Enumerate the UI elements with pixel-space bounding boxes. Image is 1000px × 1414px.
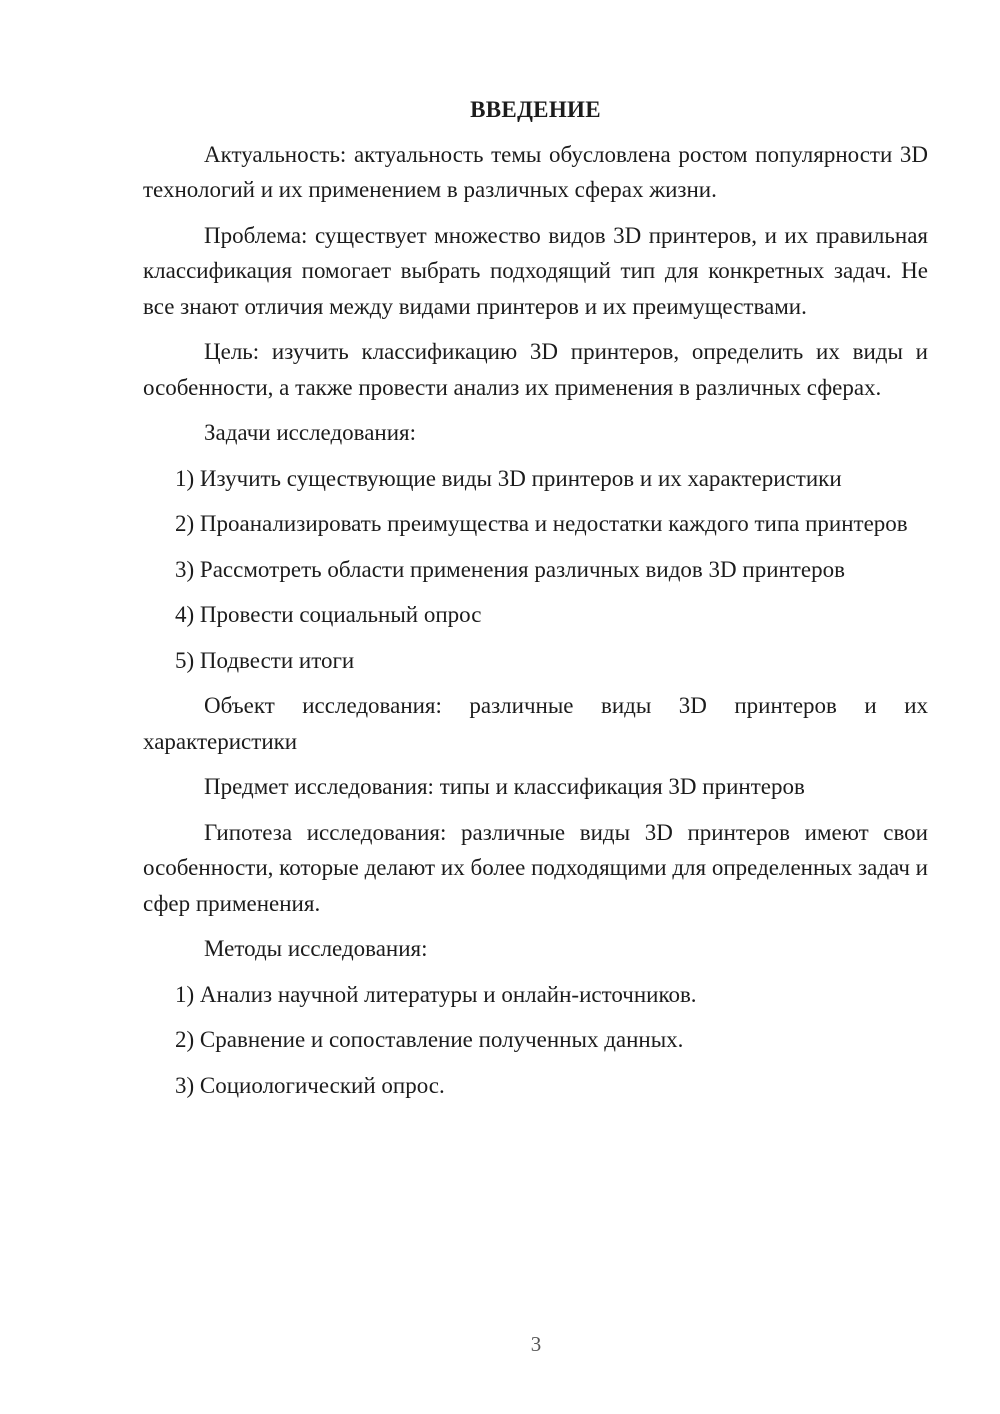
hypothesis-paragraph: Гипотеза исследования: различные виды 3D принтеров имеют свои особенности, которые делают их более подходящими для определенных задач и сфер применения. (143, 819, 928, 916)
object-paragraph: Объект исследования: различные виды 3D принтеров и их характеристики (143, 693, 928, 754)
methods-heading: Методы исследования: (204, 936, 428, 961)
goal-paragraph: Цель: изучить классификацию 3D принтеров, определить их виды и особенности, а также провести анализ их применения в различных сферах. (143, 339, 928, 400)
task-item-5: 5) Подвести итоги (175, 647, 355, 673)
problem-paragraph: Проблема: существует множество видов 3D принтеров, и их правильная классификация помогает выбрать подходящий тип для конкретных задач. Не все знают отличия между видами принтеров и их преимуществами. (143, 222, 928, 319)
method-item-3: 3) Социологический опрос. (175, 1072, 445, 1098)
task-item-3: 3) Рассмотреть области применения различных видов 3D принтеров (175, 556, 845, 582)
page-title: ВВЕДЕНИЕ (470, 97, 601, 122)
subject-paragraph: Предмет исследования: типы и классификация 3D принтеров (204, 774, 805, 799)
method-item-1: 1) Анализ научной литературы и онлайн-источников. (175, 981, 697, 1007)
relevance-paragraph: Актуальность: актуальность темы обусловлена ростом популярности 3D технологий и их применением в различных сферах жизни. (143, 141, 928, 202)
task-item-4: 4) Провести социальный опрос (175, 602, 482, 627)
page-number: 3 (530, 1332, 542, 1356)
task-item-1: 1) Изучить существующие виды 3D принтеров и их характеристики (175, 465, 842, 491)
tasks-heading: Задачи исследования: (204, 420, 417, 445)
page-content (143, 92, 928, 1113)
method-item-2: 2) Сравнение и сопоставление полученных данных. (175, 1027, 684, 1052)
task-item-2: 2) Проанализировать преимущества и недостатки каждого типа принтеров (175, 511, 908, 536)
